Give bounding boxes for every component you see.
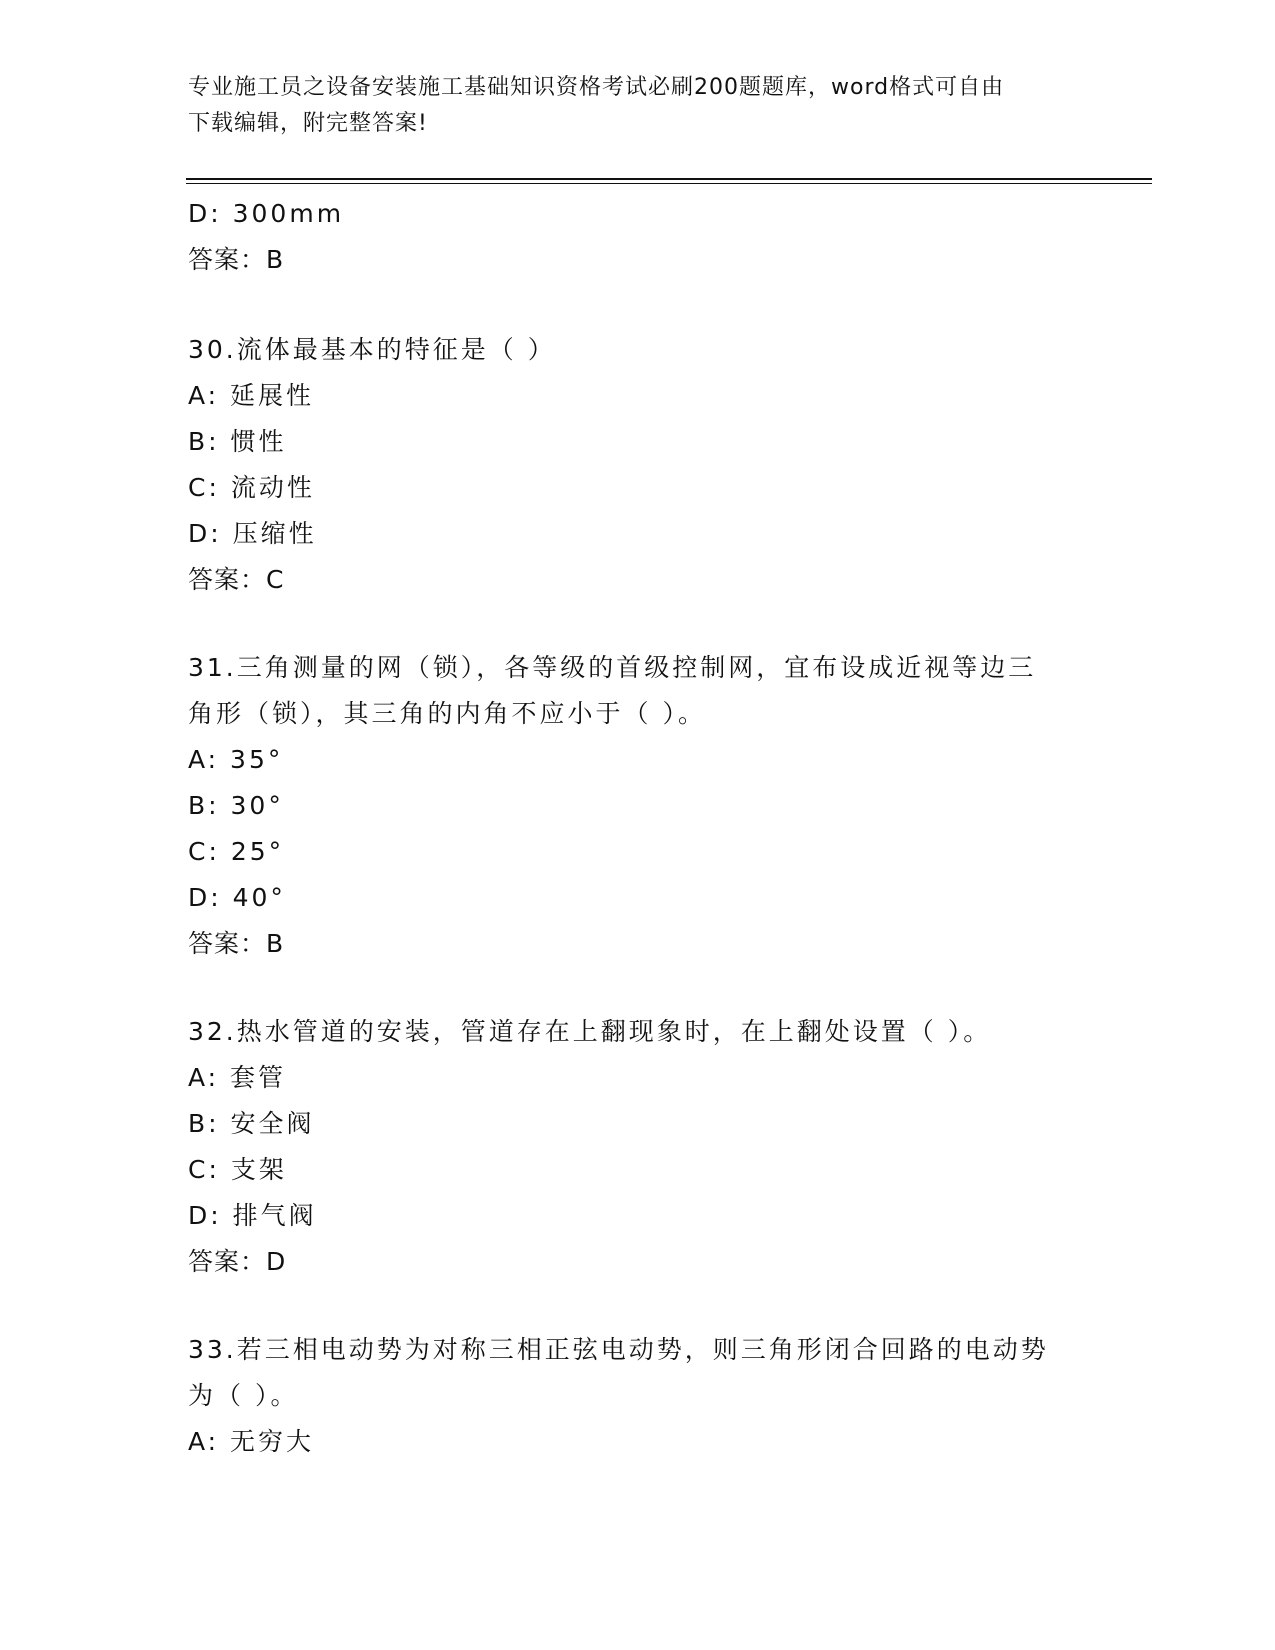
question-32 (188, 1009, 1088, 1285)
carryover-question (188, 191, 1088, 283)
question-30 (188, 327, 1088, 603)
option-a: A: 延展性 (188, 381, 315, 410)
option-d: D: 压缩性 (188, 519, 317, 548)
question-stem-line-1: 31.三角测量的网（锁），各等级的首级控制网，宜布设成近视等边三 (188, 653, 1037, 682)
question-33 (188, 1327, 1088, 1465)
option-d: D: 300mm (188, 199, 345, 228)
option-d: D: 排气阀 (188, 1201, 317, 1230)
header-line-1: 专业施工员之设备安装施工基础知识资格考试必刷200题题库，word格式可自由 (188, 75, 1005, 100)
option-c: C: 25° (188, 837, 285, 866)
header-divider-thin (186, 183, 1152, 184)
option-a: A: 套管 (188, 1063, 287, 1092)
option-a: A: 无穷大 (188, 1427, 315, 1456)
answer: 答案：C (188, 565, 285, 594)
answer: 答案：B (188, 929, 285, 958)
document-header (188, 70, 1088, 142)
question-stem-line-1: 33.若三相电动势为对称三相正弦电动势，则三角形闭合回路的电动势 (188, 1335, 1049, 1364)
question-stem-line-2: 为（ ）。 (188, 1381, 299, 1410)
question-31 (188, 645, 1088, 967)
header-divider-thick (186, 178, 1152, 180)
question-stem-line-2: 角形（锁），其三角的内角不应小于（ ）。 (188, 699, 706, 728)
option-c: C: 支架 (188, 1155, 287, 1184)
answer: 答案：D (188, 1247, 287, 1276)
option-d: D: 40° (188, 883, 286, 912)
question-stem: 30.流体最基本的特征是（ ） (188, 335, 556, 364)
option-a: A: 35° (188, 745, 284, 774)
option-c: C: 流动性 (188, 473, 315, 502)
answer: 答案：B (188, 245, 285, 274)
question-stem: 32.热水管道的安装，管道存在上翻现象时，在上翻处设置（ ）。 (188, 1017, 992, 1046)
header-line-2: 下载编辑，附完整答案! (188, 111, 428, 136)
option-b: B: 30° (188, 791, 284, 820)
question-list (188, 191, 1088, 1465)
option-b: B: 安全阀 (188, 1109, 315, 1138)
option-b: B: 惯性 (188, 427, 287, 456)
